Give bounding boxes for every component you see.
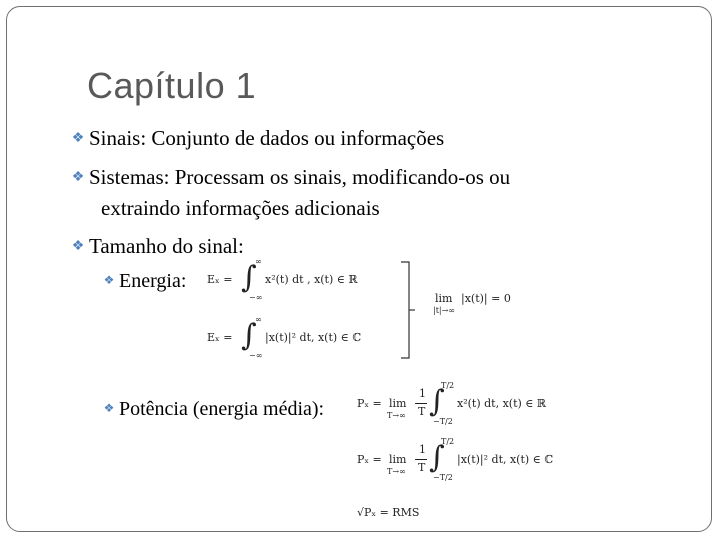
bullet-arrow-icon: ❖ bbox=[71, 239, 85, 254]
bullet-text: extraindo informações adicionais bbox=[101, 196, 380, 220]
bullet-arrow-icon: ❖ bbox=[71, 131, 85, 146]
formula-rms: √Pₓ = RMS bbox=[357, 506, 420, 519]
bullet-arrow-icon: ❖ bbox=[103, 401, 115, 415]
sub-bullet-text: Potência (energia média): bbox=[119, 398, 325, 420]
bullet-sistemas-continued bbox=[101, 195, 380, 221]
bullet-text: Sistemas: Processam os sinais, modificando-os ou bbox=[89, 165, 511, 189]
bullet-sistemas bbox=[67, 164, 510, 191]
slide-frame: Capítulo 1 ❖ Sinais: Conjunto de dados ou informações ❖ Sistemas: Processam os sinais, modificando-os ou extraindo informações adicionais ❖ Tamanho do sinal: ❖ Energia: Eₓ = ∫ ∞ −∞ x²(t) dt , x(t) ∈ ℝ Eₓ = ∫ ∞ −∞ |x(t)|² dt, x(t) ∈ ℂ lim |t|→∞ |x(t)| = 0 ❖ Potência (energia média): Pₓ = lim T→∞ 1 T ∫ T/2 −T/2 x²(t) dt, x(t) ∈ ℝ Pₓ = lim T→∞ 1 T ∫ T/2 −T/2 |x(t)|² dt, x(t) ∈ ℂ √Pₓ = RMS bbox=[6, 6, 712, 532]
bullet-tamanho bbox=[67, 233, 244, 260]
bullet-text: Sinais: Conjunto de dados ou informações bbox=[89, 126, 445, 150]
sub-bullet-text: Energia: bbox=[119, 270, 187, 292]
sub-bullet-energia bbox=[99, 267, 186, 294]
slide-title: Capítulo 1 bbox=[87, 65, 257, 106]
formula-bracket bbox=[399, 260, 419, 360]
bullet-arrow-icon: ❖ bbox=[103, 273, 115, 287]
bullet-arrow-icon: ❖ bbox=[71, 170, 85, 185]
bullet-sinais bbox=[67, 125, 444, 152]
bullet-text: Tamanho do sinal: bbox=[89, 234, 244, 258]
sub-bullet-potencia bbox=[99, 395, 324, 422]
